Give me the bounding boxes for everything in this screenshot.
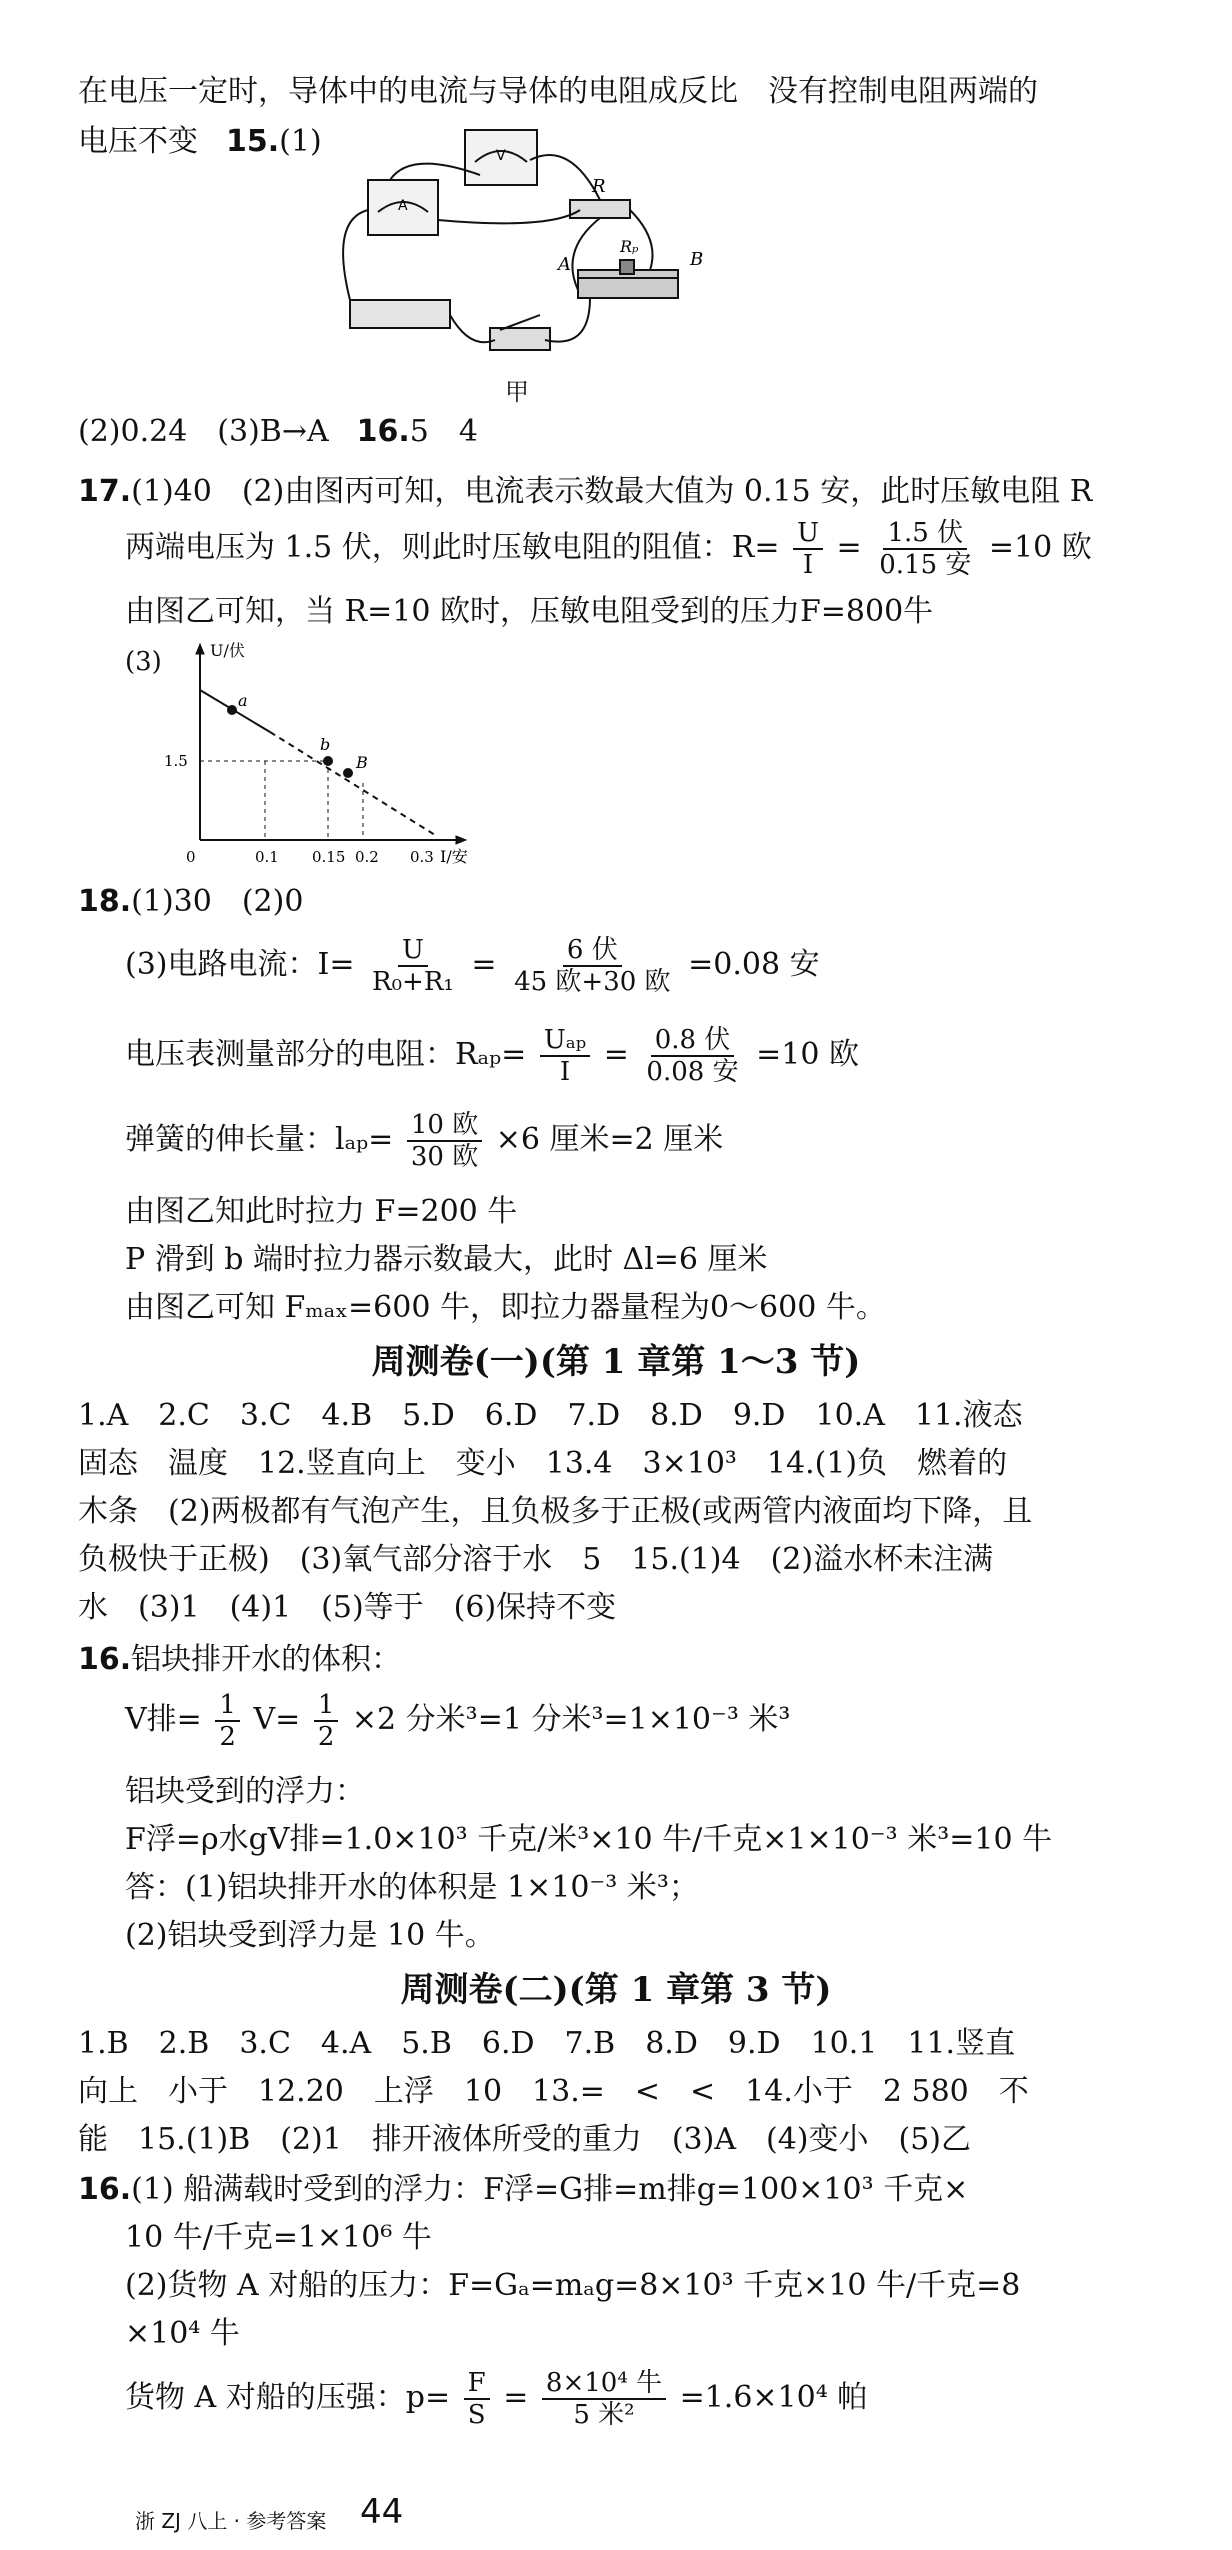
text-line: 木条 (2)两极都有气泡产生，且负极多于正极(或两管内液面均下降，且	[78, 1494, 1033, 1529]
fraction: $\frac{U}{I}$	[793, 518, 823, 580]
question-number: 15.	[226, 124, 280, 159]
text-line: 负极快于正极) (3)氧气部分溶于水 5 15.(1)4 (2)溢水杯未注满	[78, 1542, 994, 1577]
fraction: $\frac{\text{6 伏}}{\text{45 欧+30 欧}}$	[514, 935, 671, 997]
fraction: $\frac{\text{8×10⁴ 牛}}{\text{5 米²}}$	[542, 2368, 666, 2430]
question-number: 16.	[78, 2172, 132, 2207]
resistor-label: R	[592, 176, 606, 197]
section-heading: 周测卷(一)(第 1 章第 1～3 节)	[371, 1342, 861, 1382]
x-tick: 0.2	[355, 848, 379, 866]
text-line: 由图乙知此时拉力 F=200 牛	[125, 1194, 518, 1229]
text-line: 向上 小于 12.20 上浮 10 13.= < < 14.小于 2 580 不	[78, 2074, 1029, 2109]
y-tick: 1.5	[164, 752, 188, 770]
text-line: 16.铝块排开水的体积：	[78, 1642, 402, 1677]
text-line: 18.(1)30 (2)0	[78, 884, 304, 919]
figure-caption: 甲	[505, 378, 529, 406]
text-line: 10 牛/千克=1×10⁶ 牛	[125, 2220, 432, 2255]
point-label: a	[238, 691, 248, 710]
origin-label: 0	[186, 848, 196, 866]
page-number: 44	[360, 2492, 404, 2532]
text-line: 货物 A 对船的压强：p= $\frac{F}{S}$ = $\frac{\text{8×10⁴ 牛}}{\text{5 米²}}$ =1.6×10⁴ 帕	[125, 2368, 868, 2430]
fraction: $\frac{U}{\text{R₀+R₁}}$	[372, 935, 454, 997]
text-line: 1.A 2.C 3.C 4.B 5.D 6.D 7.D 8.D 9.D 10.A 11.液态	[78, 1398, 1023, 1433]
text-line: 1.B 2.B 3.C 4.A 5.B 6.D 7.B 8.D 9.D 10.1 11.竖直	[78, 2026, 1016, 2061]
section-heading: 周测卷(二)(第 1 章第 3 节)	[400, 1970, 832, 2010]
u-i-graph	[160, 640, 500, 870]
text-line: 水 (3)1 (4)1 (5)等于 (6)保持不变	[78, 1590, 617, 1625]
text-line: 电压表测量部分的电阻：Rₐₚ= $\frac{\text{Uₐₚ}}{I}$ = $\frac{\text{0.8 伏}}{\text{0.08 安}}$ =10 欧	[125, 1025, 859, 1087]
fraction: $\frac{1}{2}$	[314, 1690, 339, 1752]
fraction: $\frac{\text{Uₐₚ}}{I}$	[540, 1025, 590, 1087]
text-line: (3)电路电流：I= $\frac{U}{\text{R₀+R₁}}$ = $\frac{\text{6 伏}}{\text{45 欧+30 欧}}$ =0.08 安	[125, 935, 820, 997]
y-axis-label: U/伏	[210, 641, 245, 660]
text-line: 由图乙可知 Fₘₐₓ=600 牛，即拉力器量程为0～600 牛。	[125, 1290, 886, 1325]
voltmeter-label: V	[496, 148, 506, 164]
question-number: 17.	[78, 474, 132, 509]
x-tick: 0.15	[312, 848, 346, 866]
text-line: 弹簧的伸长量：lₐₚ= $\frac{\text{10 欧}}{\text{30 欧}}$ ×6 厘米=2 厘米	[125, 1110, 724, 1172]
text-line: P 滑到 b 端时拉力器示数最大，此时 Δl=6 厘米	[125, 1242, 768, 1277]
text-line: ×10⁴ 牛	[125, 2316, 240, 2351]
fraction: $\frac{F}{S}$	[464, 2368, 490, 2430]
point-label: B	[356, 753, 368, 772]
text-line: 16.(1) 船满载时受到的浮力：F浮=G排=m排g=100×10³ 千克×	[78, 2172, 969, 2207]
text-line: V排= $\frac{1}{2}$ V= $\frac{1}{2}$ ×2 分米³=1 分米³=1×10⁻³ 米³	[125, 1690, 791, 1752]
question-number: 16.	[356, 414, 410, 449]
end-b-label: B	[690, 249, 704, 270]
text-line: 铝块受到的浮力：	[125, 1774, 365, 1809]
text-line: 在电压一定时，导体中的电流与导体的电阻成反比 没有控制电阻两端的	[78, 74, 1038, 109]
x-tick: 0.1	[255, 848, 279, 866]
text-line: 17.(1)40 (2)由图丙可知，电流表示数最大值为 0.15 安，此时压敏电阻 R	[78, 474, 1093, 509]
rheostat-label: Rₚ	[620, 237, 639, 256]
end-a-label: A	[558, 254, 571, 275]
text-line: (2)0.24 (3)B→A 16.5 4	[78, 414, 478, 449]
x-axis-label: I/安	[440, 847, 468, 866]
question-number: 18.	[78, 884, 132, 919]
point-B	[343, 768, 353, 778]
point-label: b	[320, 735, 331, 754]
circuit-diagram	[330, 120, 730, 400]
text-line: 固态 温度 12.竖直向上 变小 13.4 3×10³ 14.(1)负 燃着的	[78, 1446, 1008, 1481]
text-line: 由图乙可知，当 R=10 欧时，压敏电阻受到的压力F=800牛	[125, 594, 934, 629]
text-line: (3)	[125, 647, 162, 677]
x-tick: 0.3	[410, 848, 434, 866]
fraction: $\frac{\text{1.5 伏}}{\text{0.15 安}}$	[879, 518, 972, 580]
text-line: (2)货物 A 对船的压力：F=Gₐ=mₐg=8×10³ 千克×10 牛/千克=8	[125, 2268, 1021, 2303]
fraction: $\frac{\text{10 欧}}{\text{30 欧}}$	[407, 1110, 482, 1172]
point-a	[227, 705, 237, 715]
footer-text: 浙 ZJ 八上 · 参考答案	[135, 2509, 327, 2533]
text-line: F浮=ρ水gV排=1.0×10³ 千克/米³×10 牛/千克×1×10⁻³ 米³=10 牛	[125, 1822, 1053, 1857]
question-number: 16.	[78, 1642, 132, 1677]
text-line: 电压不变 15.(1)	[78, 124, 322, 159]
text-line: 两端电压为 1.5 伏，则此时压敏电阻的阻值：R= $\frac{U}{I}$ = $\frac{\text{1.5 伏}}{\text{0.15 安}}$ =10 欧	[125, 518, 1092, 580]
point-b	[323, 756, 333, 766]
fraction: $\frac{1}{2}$	[215, 1690, 240, 1752]
text-line: 答：(1)铝块排开水的体积是 1×10⁻³ 米³；	[125, 1870, 699, 1905]
text-line: (2)铝块受到浮力是 10 牛。	[125, 1918, 495, 1953]
fraction: $\frac{\text{0.8 伏}}{\text{0.08 安}}$	[646, 1025, 739, 1087]
ammeter-label: A	[398, 198, 408, 214]
text-line: 能 15.(1)B (2)1 排开液体所受的重力 (3)A (4)变小 (5)乙	[78, 2122, 971, 2157]
